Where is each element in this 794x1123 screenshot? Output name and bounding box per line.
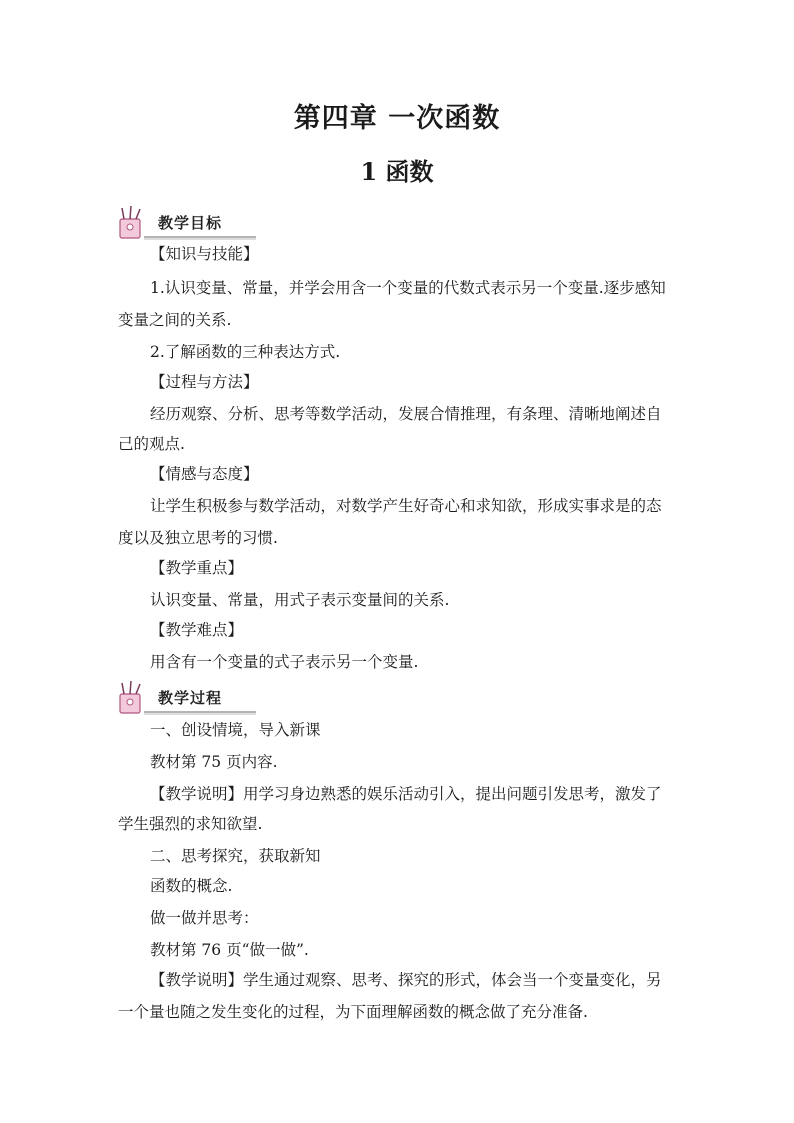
paragraph-line: 一个量也随之发生变化的过程，为下面理解函数的概念做了充分准备.	[118, 1003, 588, 1021]
teaching-process-badge	[118, 680, 258, 716]
paragraph-line: 教材第 76 页“做一做”.	[150, 941, 309, 959]
paragraph-line: 函数的概念.	[150, 877, 233, 895]
paragraph-line: 【教学说明】用学习身边熟悉的娱乐活动引入，提出问题引发思考，激发了	[150, 785, 662, 803]
paragraph-line: 做一做并思考：	[150, 909, 259, 927]
paragraph-line: 变量之间的关系.	[118, 311, 232, 329]
paragraph-line: 让学生积极参与数学活动，对数学产生好奇心和求知欲，形成实事求是的态	[150, 497, 662, 515]
difficult-point-heading: 【教学难点】	[150, 621, 244, 639]
paragraph-line: 己的观点.	[118, 435, 185, 453]
knowledge-heading: 【知识与技能】	[150, 245, 259, 263]
paragraph-line: 用含有一个变量的式子表示另一个变量.	[150, 653, 419, 671]
section-title: 1 函数	[360, 157, 434, 186]
paragraph-line: 1.认识变量、常量，并学会用含一个变量的代数式表示另一个变量.逐步感知	[150, 279, 666, 297]
method-heading: 【过程与方法】	[150, 373, 259, 391]
paragraph-line: 经历观察、分析、思考等数学活动，发展合情推理，有条理、清晰地阐述自	[150, 405, 662, 423]
paragraph-line: 【教学说明】学生通过观察、思考、探究的形式，体会当一个变量变化，另	[150, 971, 662, 989]
badge-label: 教学过程	[158, 689, 223, 707]
paragraph-line: 度以及独立思考的习惯.	[118, 529, 278, 547]
paragraph-line: 学生强烈的求知欲望.	[118, 815, 263, 833]
teaching-goals-badge	[118, 205, 258, 241]
paragraph-line: 教材第 75 页内容.	[150, 753, 278, 771]
step2-heading: 二、思考探究，获取新知	[150, 847, 321, 865]
attitude-heading: 【情感与态度】	[150, 465, 259, 483]
paragraph-line: 2.了解函数的三种表达方式.	[150, 343, 341, 361]
step1-heading: 一、创设情境，导入新课	[150, 721, 321, 739]
badge-label: 教学目标	[158, 214, 223, 232]
chapter-title: 第四章 一次函数	[293, 103, 501, 134]
key-point-heading: 【教学重点】	[150, 559, 244, 577]
paragraph-line: 认识变量、常量，用式子表示变量间的关系.	[150, 591, 450, 609]
